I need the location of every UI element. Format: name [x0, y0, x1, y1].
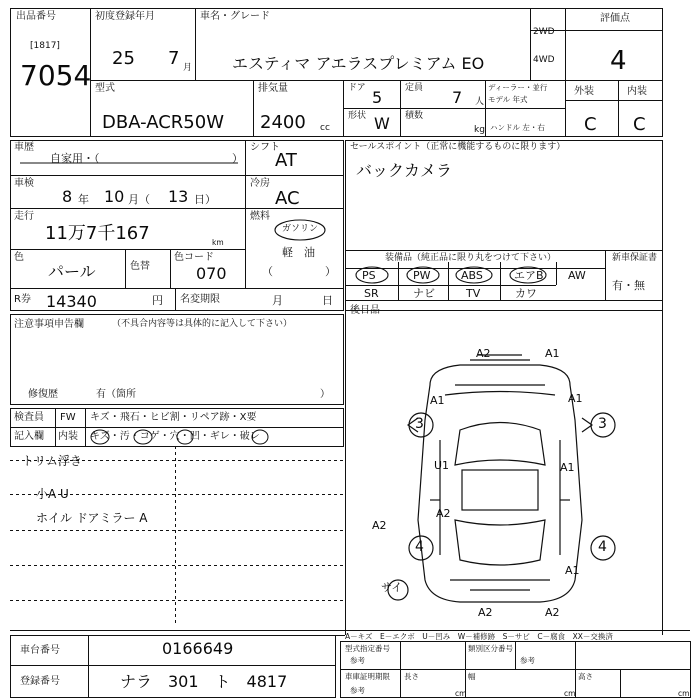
sales-points-value: バックカメラ — [356, 161, 453, 180]
capacity-value: 7 — [452, 88, 463, 107]
fuel-paren-left: （ — [262, 265, 273, 278]
equip-pw: PW — [413, 269, 431, 282]
doors-label: ドア — [348, 83, 366, 93]
lot-label: 出品番号 — [16, 11, 56, 22]
equip-tv: TV — [466, 287, 481, 300]
exterior-grade: C — [584, 114, 597, 135]
grade-label: 評価点 — [600, 13, 630, 24]
model-value: DBA-ACR50W — [102, 112, 225, 133]
recycle-unit: 円 — [152, 294, 163, 307]
body-shape-value: W — [374, 114, 390, 133]
damage-mark: U1 — [434, 459, 450, 472]
inspection-month-unit: 月（ — [128, 193, 150, 206]
cert-label: 車庫証明期限 — [345, 672, 390, 681]
fuel-selected: ガソリン — [282, 224, 319, 234]
car-name-label: 車名・グレード — [200, 11, 270, 22]
color-change-label: 色替 — [130, 261, 150, 272]
cert-ref: 参考 — [350, 686, 365, 695]
first-reg-label: 初度登録年月 — [95, 11, 155, 22]
color-code-label: 色コード — [174, 252, 214, 263]
name-change-day: 日 — [322, 294, 333, 307]
checker-in: 内装 — [58, 431, 78, 442]
handle-label: ハンドル 左・右 — [490, 123, 545, 132]
notes-label: 注意事項申告欄 — [14, 319, 84, 330]
height-cm: cm — [678, 689, 690, 698]
entry-label: 記入欄 — [14, 431, 44, 442]
history-value: 自家用・（ — [50, 152, 100, 165]
checker-label: 検査員 — [14, 412, 44, 423]
repair-close: ） — [320, 389, 330, 400]
fuel-paren-right: ） — [325, 265, 336, 278]
equip-ps: PS — [362, 269, 376, 282]
name-change-label: 名変期限 — [180, 294, 220, 305]
color-label: 色 — [14, 252, 24, 263]
repair-value: 有（箇所 — [96, 389, 136, 400]
fuel-label: 燃料 — [250, 211, 270, 222]
checker-fw-text: キズ・飛石・ヒビ割・リペア跡・X要 — [90, 412, 257, 423]
checker-in-text: キズ・汚・コゲ・穴・凹・ギレ・破レ — [90, 431, 260, 442]
class-number-label: 類別区分番号 — [468, 644, 513, 653]
damage-mark: A2 — [436, 507, 451, 520]
history-close: ） — [232, 152, 243, 165]
exterior-label: 外装 — [574, 86, 594, 97]
remark-1: トリム浮き — [22, 454, 83, 468]
wheel-mark: 4 — [415, 539, 424, 555]
remark-2: 小A U — [36, 487, 69, 501]
inspection-month: 10 — [104, 187, 125, 206]
registration-label: 登録番号 — [20, 676, 60, 687]
length-cm: cm — [455, 689, 467, 698]
remark-3: ホイル ドアミラー A — [36, 511, 148, 525]
damage-mark: A1 — [565, 564, 580, 577]
first-reg-month: 7 — [168, 48, 180, 69]
aircon-label: 冷房 — [250, 178, 270, 189]
damage-mark: A2 — [545, 606, 560, 619]
equip-airbag: エアB — [514, 269, 544, 282]
inspection-year-unit: 年 — [78, 193, 89, 206]
repair-label: 修復歴 — [28, 389, 58, 400]
load-label: 積数 — [405, 111, 424, 121]
spare-mark: サイ — [381, 581, 403, 594]
name-change-month: 月 — [272, 294, 283, 307]
drive-4wd: 4WD — [533, 55, 555, 65]
history-label: 車歴 — [14, 142, 34, 153]
type-number-label: 型式指定番号 — [345, 644, 390, 653]
damage-mark: A1 — [568, 392, 583, 405]
damage-mark: A1 — [560, 461, 575, 474]
equip-leather: カワ — [515, 287, 537, 300]
warranty-value: 有・無 — [612, 279, 645, 292]
checker-fw: FW — [60, 412, 76, 423]
displacement-value: 2400 — [260, 112, 306, 133]
first-reg-month-unit: 月 — [183, 63, 193, 73]
aircon-value: AC — [275, 188, 300, 209]
interior-label: 内装 — [627, 86, 647, 97]
mileage-unit: km — [212, 238, 224, 247]
chassis-value: 0166649 — [162, 639, 234, 658]
first-reg-year: 25 — [112, 48, 135, 69]
load-unit: kg — [474, 125, 485, 135]
shift-value: AT — [275, 150, 297, 171]
color-code-value: 070 — [196, 264, 227, 283]
wheel-mark: 3 — [598, 416, 607, 432]
capacity-label: 定員 — [405, 83, 424, 93]
width-label: 幅 — [468, 672, 476, 681]
mileage-value: 11万7千167 — [45, 223, 150, 244]
shift-label: シフト — [250, 142, 280, 153]
interior-grade: C — [633, 114, 646, 135]
registration-value: ナラ 301 ト 4817 — [120, 672, 288, 691]
width-cm: cm — [564, 689, 576, 698]
class-ref: 参考 — [520, 656, 535, 665]
inspection-day-unit: 日） — [194, 193, 216, 206]
grade-value: 4 — [610, 46, 627, 76]
model-year-label: モデル 年式 — [488, 95, 528, 104]
inspection-day: 13 — [168, 187, 189, 206]
inspection-label: 車検 — [14, 178, 34, 189]
displacement-unit: cc — [320, 123, 330, 133]
car-name-value: エスティマ アエラスプレミアム EO — [232, 54, 485, 73]
equip-aw: AW — [568, 269, 586, 282]
recycle-value: 14340 — [46, 292, 97, 311]
damage-legend: A－キズ E－エクボ U－凹み W－補修跡 S－サビ C－腐食 XX－交換済 — [345, 632, 613, 641]
damage-mark: A1 — [430, 394, 445, 407]
model-label: 型式 — [95, 83, 115, 94]
lot-code: [1817] — [30, 41, 60, 51]
equip-sr: SR — [364, 287, 379, 300]
wheel-mark: 3 — [415, 416, 424, 432]
length-label: 長さ — [404, 672, 419, 681]
lot-number: 7054 — [20, 59, 92, 92]
body-shape-label: 形状 — [348, 111, 367, 121]
dealer-label: ディーラー・並行 — [488, 83, 548, 92]
damage-mark: A1 — [545, 347, 560, 360]
equipment-label: 装備品（純正品に限り丸をつけて下さい） — [385, 253, 557, 263]
fuel-other: 軽 油 — [282, 246, 315, 259]
notes-note: （不具合内容等は具体的に記入して下さい） — [112, 319, 293, 329]
color-value: パール — [48, 262, 96, 281]
damage-mark: A2 — [372, 519, 387, 532]
type-ref: 参考 — [350, 656, 365, 665]
damage-mark: A2 — [476, 347, 491, 360]
warranty-label: 新車保証書 — [612, 253, 658, 263]
equip-navi: ナビ — [413, 287, 435, 300]
later-date-label: 後日品 — [350, 305, 380, 316]
equip-abs: ABS — [461, 269, 483, 282]
displacement-label: 排気量 — [258, 83, 288, 94]
capacity-unit: 人 — [475, 97, 485, 107]
wheel-mark: 4 — [598, 539, 607, 555]
inspection-year: 8 — [62, 187, 73, 206]
sales-points-label: セールスポイント（正常に機能するものに限ります） — [350, 142, 566, 152]
chassis-label: 車台番号 — [20, 645, 60, 656]
doors-value: 5 — [372, 88, 383, 107]
damage-mark: A2 — [478, 606, 493, 619]
drive-2wd: 2WD — [533, 27, 555, 37]
mileage-label: 走行 — [14, 211, 34, 222]
recycle-label: R券 — [14, 294, 31, 305]
height-label: 高さ — [578, 672, 593, 681]
